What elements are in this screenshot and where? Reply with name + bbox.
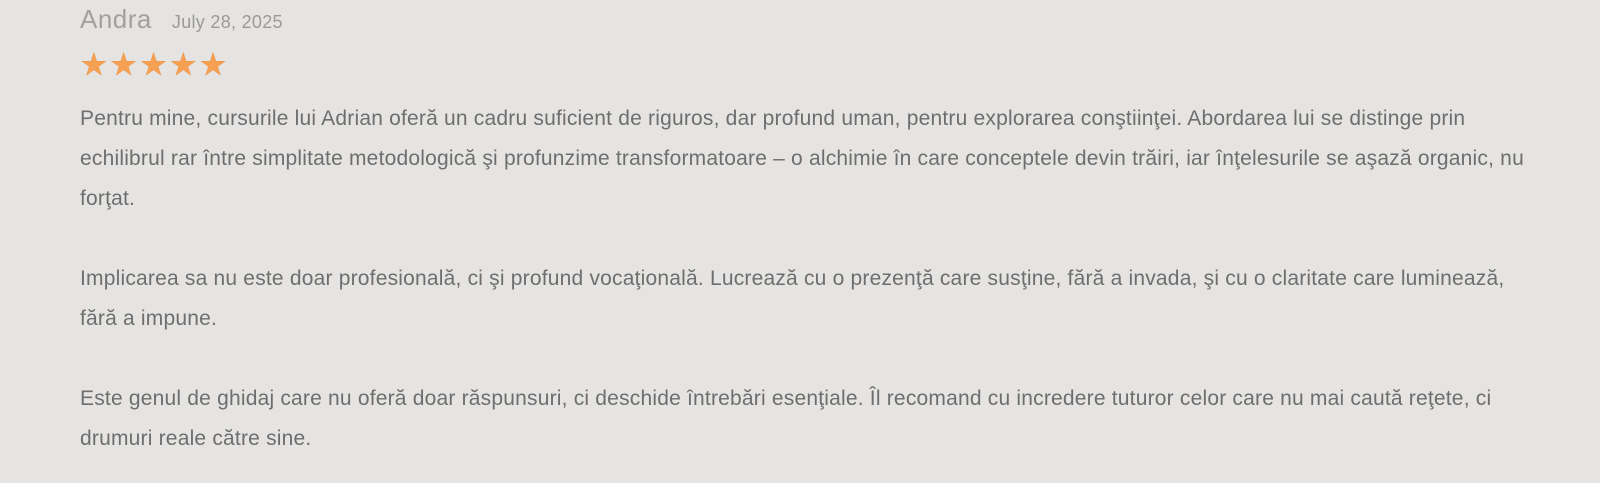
- star-rating: [80, 45, 1530, 85]
- review-date: July 28, 2025: [171, 12, 283, 32]
- reviewer-name: Andra: [80, 4, 152, 34]
- star-icons: ★★★★★: [80, 47, 229, 82]
- review-header: [80, 4, 1530, 35]
- review-paragraph: Pentru mine, cursurile lui Adrian oferă un cadru suficient de riguros, dar profund uman, pentru explorarea conştiinţei. Abordarea lui se distinge prin echilibrul rar între simplitate metodologică şi profunzime transformatoare – o alchimie în care conceptele devin trăiri, iar înţelesurile se aşază organic, nu forţat.: [80, 107, 1524, 210]
- review-paragraph: Implicarea sa nu este doar profesională, ci şi profund vocaţională. Lucrează cu o prezenţă care susţine, fără a invada, şi cu o claritate care luminează, fără a impune.: [80, 267, 1505, 330]
- review-paragraph: Este genul de ghidaj care nu oferă doar răspunsuri, ci deschide întrebări esenţiale. Îl recomand cu incredere tuturor celor care nu mai caută reţete, ci drumuri reale către sine.: [80, 387, 1492, 450]
- review-body: [80, 99, 1530, 459]
